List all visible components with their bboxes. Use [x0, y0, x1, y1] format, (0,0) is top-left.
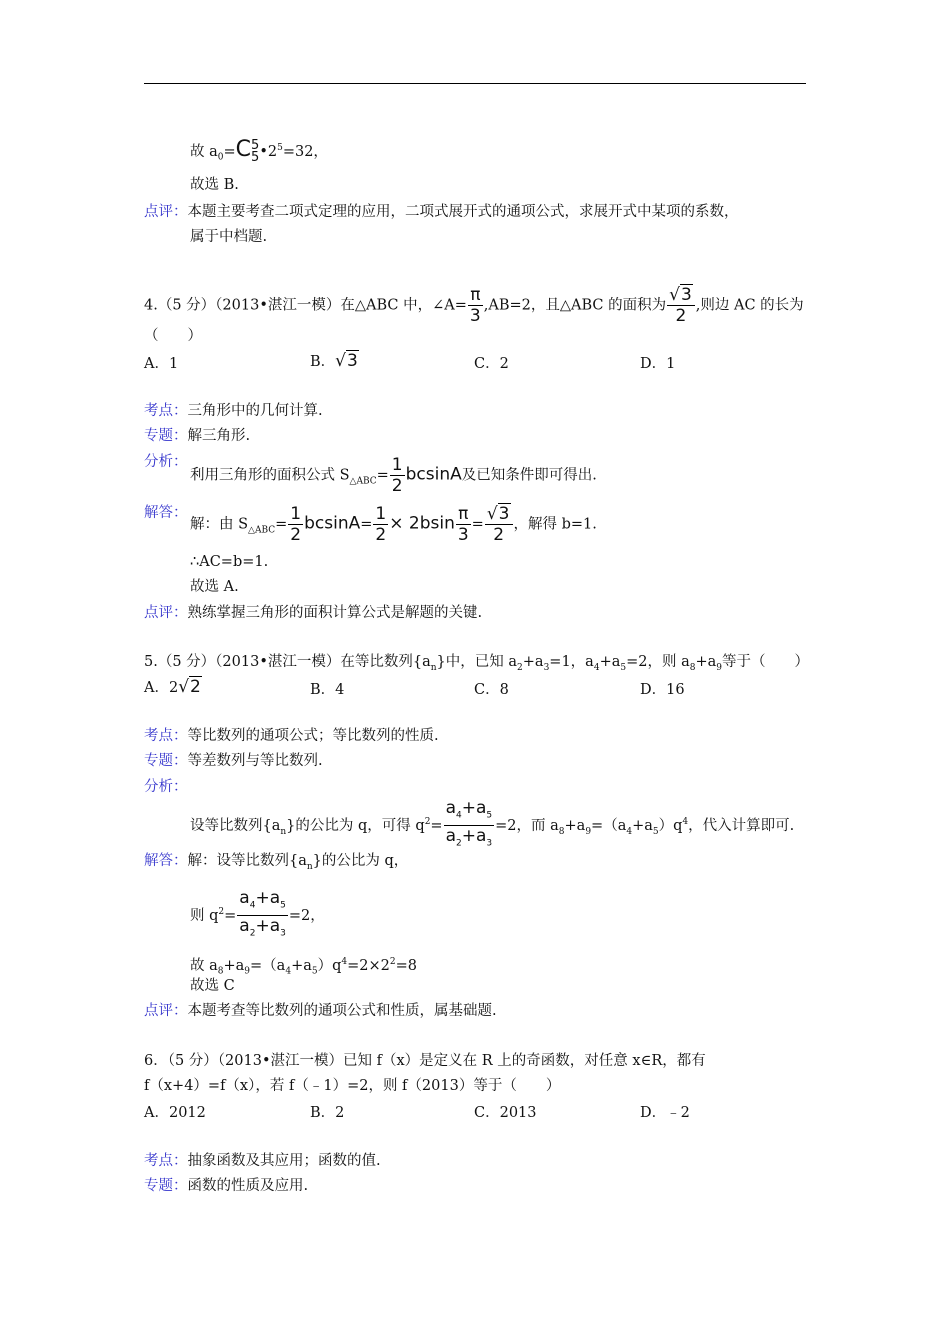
q5-jieda-4: 故选 C [190, 978, 235, 994]
q4-dianping: 点评：熟练掌握三角形的面积计算公式是解题的关键. [144, 605, 483, 621]
header-rule [144, 83, 806, 84]
q5-kaodian: 考点：等比数列的通项公式；等比数列的性质. [144, 728, 439, 744]
q6-zhuanti: 专题：函数的性质及应用. [144, 1178, 309, 1194]
q4-kaodian: 考点：三角形中的几何计算. [144, 403, 323, 419]
q6-stem-2: f（x+4）=f（x），若 f（﹣1）=2，则 f（2013）等于（ ） [144, 1078, 561, 1094]
q6-option-a: A．2012 [144, 1105, 206, 1121]
q4-jieda-3: 故选 A. [190, 579, 239, 595]
top-line-1: 故 $a_0=C$ 5 5 $•2^5=32$， [190, 136, 328, 165]
q5-option-c: C．8 [474, 682, 509, 698]
q4-fenxi-label: 分析： [144, 454, 188, 470]
q4-zhuanti: 专题：解三角形. [144, 428, 251, 444]
q5-option-a: A．2√2 [144, 677, 201, 697]
q5-jieda-3: 故 $a_8+a_9=(a_4+a_5)q^4=2\times 2^2=8$ [190, 957, 417, 977]
q5-stem: 5.（5 分）（2013•湛江一模）在等比数列$\{a_n\}$中，已知 $a_2+a_3=1$，$a_4+a_5=2$，则 $a_8+a_9$等于（ ） [144, 654, 809, 673]
q5-fenxi: 设等比数列$\{a_n\}$的公比为 q，可得 $q^2=$ $\frac{a_4+a_5}{a_2+a_3}$ =2，而 $a_8+a_9=(a_4+a_5)q^4$，代入计算即可. [190, 798, 795, 849]
top-comment-2: 属于中档题. [190, 229, 268, 245]
q6-option-b: B．2 [310, 1105, 345, 1121]
q4-option-a: A．1 [144, 356, 179, 372]
q5-jieda-2: 则 $q^2=$ $\frac{a_4+a_5}{a_2+a_3}$ =2， [190, 888, 325, 939]
q4-fenxi: 利用三角形的面积公式 $S_{\triangle ABC}=$ $\frac{1}{2}$ bcsinA及已知条件即可得出. [190, 455, 597, 496]
q5-jieda-1: 解答：解：设等比数列$\{a_n\}$的公比为 q， [144, 853, 409, 872]
q5-option-d: D．16 [640, 682, 685, 698]
q4-jieda: 解：由 $S_{\triangle ABC}=$ $\frac{1}{2}$ bcsinA= $\frac{1}{2}$ × 2bsin $\frac{\pi}{3}$ = $\frac{√3}{2}$ ，解得 b=1. [190, 504, 597, 545]
q4-jieda-label: 解答： [144, 505, 188, 521]
q6-stem-1: 6．（5 分）（2013•湛江一模）已知 f（x）是定义在 R 上的奇函数，对任意 x∈R，都有 [144, 1053, 706, 1069]
q5-zhuanti: 专题：等差数列与等比数列. [144, 753, 323, 769]
q5-fenxi-label: 分析： [144, 779, 188, 795]
q6-option-d: D．﹣2 [640, 1105, 690, 1121]
q4-option-b: B．√3 [310, 351, 358, 371]
top-comment: 点评：本题主要考查二项式定理的应用，二项式展开式的通项公式，求展开式中某项的系数， [144, 204, 739, 220]
top-line-2: 故选 B. [190, 177, 239, 193]
q5-dianping: 点评：本题考查等比数列的通项公式和性质，属基础题. [144, 1003, 497, 1019]
q6-kaodian: 考点：抽象函数及其应用；函数的值. [144, 1153, 381, 1169]
sqrt3-over-2-fraction: $\frac{√3}{2}$ [667, 285, 695, 326]
q4-jieda-2: ∴AC=b=1. [190, 554, 269, 570]
pi-over-3-fraction: $\frac{\pi}{3}$ [469, 285, 481, 326]
q4-stem: 4.（5 分）（2013•湛江一模）在△ABC 中，∠A= $\frac{\pi}{3}$ ,AB=2，且△ABC 的面积为 $\frac{√3}{2}$ ,则边 AC 的长为 [144, 285, 804, 326]
q4-option-c: C．2 [474, 356, 509, 372]
q5-option-b: B．4 [310, 682, 345, 698]
q6-option-c: C．2013 [474, 1105, 537, 1121]
q4-paren: （ ） [144, 328, 202, 344]
q4-option-d: D．1 [640, 356, 676, 372]
